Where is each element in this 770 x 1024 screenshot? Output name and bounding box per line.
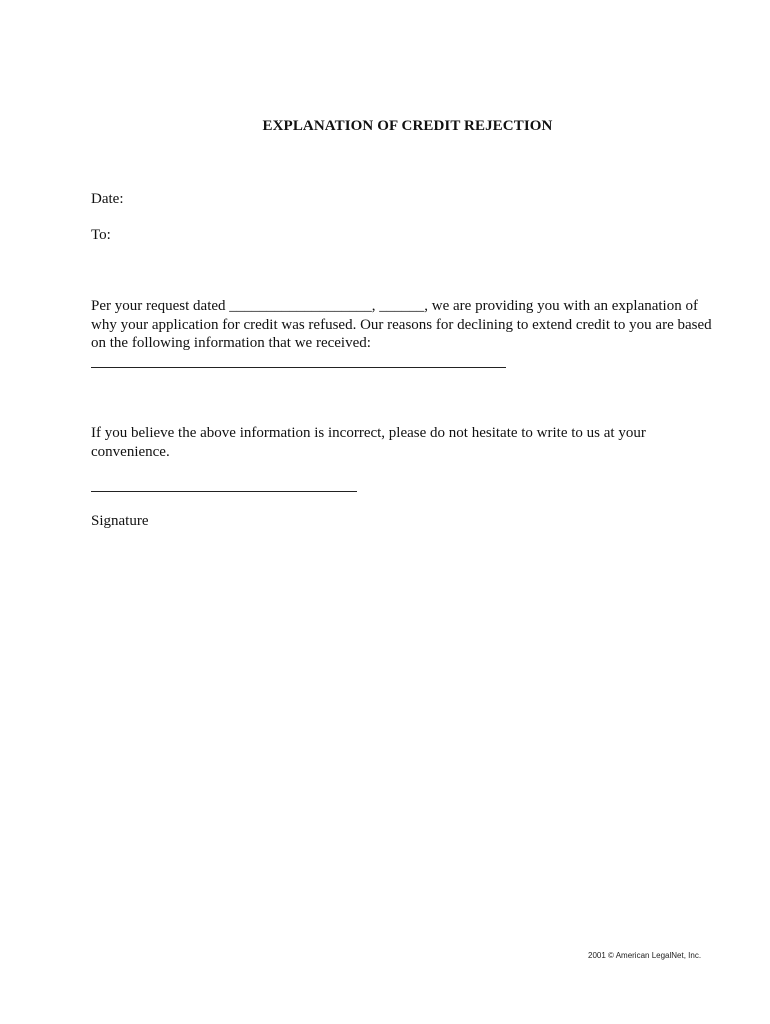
- paragraph-line: on the following information that we received:: [91, 335, 371, 351]
- contact-paragraph: [91, 424, 721, 461]
- date-label: Date:: [91, 191, 124, 207]
- reasons-blank-line: [91, 367, 506, 368]
- request-paragraph: [91, 297, 721, 353]
- document-title: EXPLANATION OF CREDIT REJECTION: [262, 118, 553, 134]
- copyright-footer: 2001 © American LegalNet, Inc.: [588, 951, 702, 960]
- paragraph-line: why your application for credit was refused. Our reasons for declining to extend credit to you are based: [91, 316, 712, 333]
- paragraph-line: convenience.: [91, 443, 170, 460]
- signature-blank-line: [91, 491, 357, 492]
- to-label: To:: [91, 227, 111, 243]
- paragraph-line: Per your request dated ___________________, ______, we are providing you with an explanation of: [91, 298, 698, 314]
- signature-label: Signature: [91, 513, 149, 529]
- paragraph-line: If you believe the above information is incorrect, please do not hesitate to write to us at your: [91, 425, 646, 441]
